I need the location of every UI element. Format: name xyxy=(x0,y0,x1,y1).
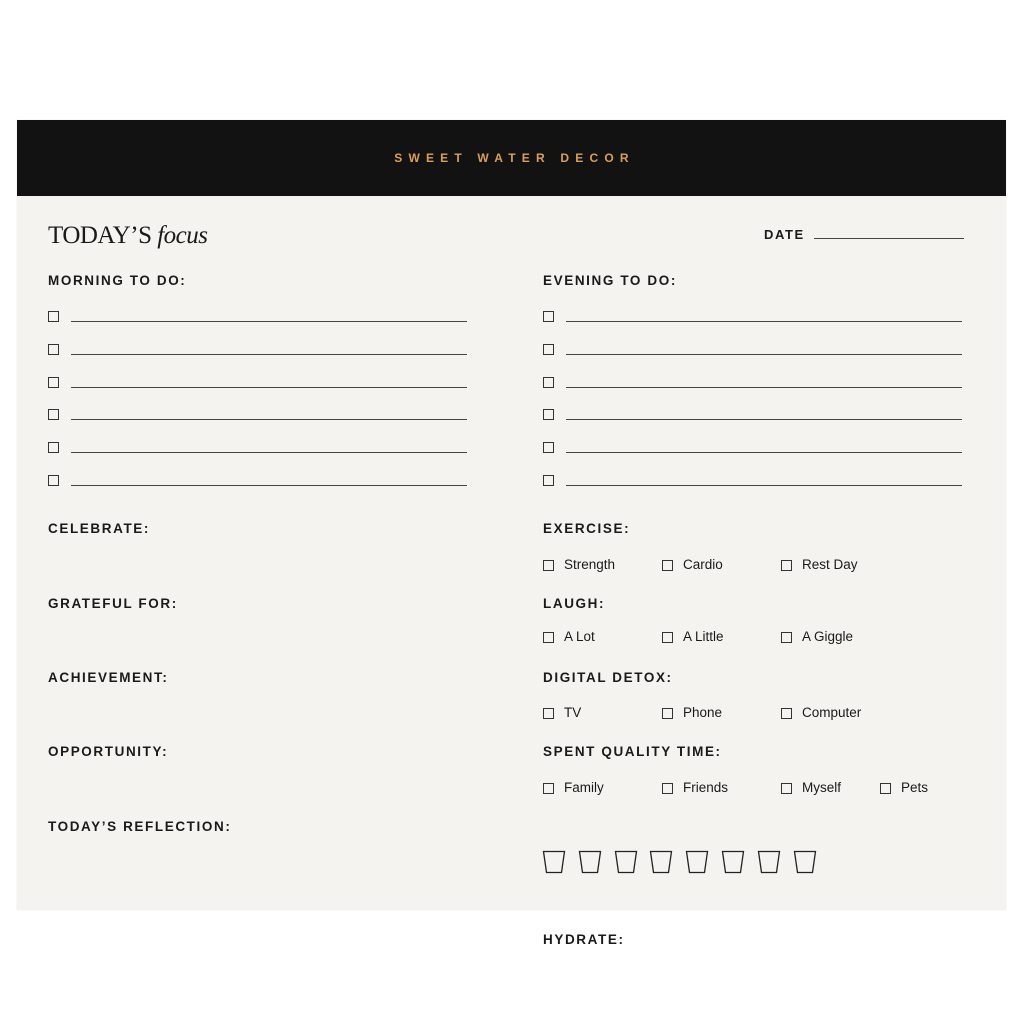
morning-label: MORNING TO DO: xyxy=(48,273,187,288)
water-cup-icon[interactable] xyxy=(721,850,745,874)
water-cup-icon[interactable] xyxy=(542,850,566,874)
section-label: OPPORTUNITY: xyxy=(48,744,169,759)
brand-name: SWEET WATER DECOR xyxy=(394,151,635,165)
morning-todo-checkbox[interactable] xyxy=(48,344,59,355)
section-label: ACHIEVEMENT: xyxy=(48,670,169,685)
water-cup-icon[interactable] xyxy=(685,850,709,874)
hydrate-label: HYDRATE: xyxy=(543,932,625,947)
option-checkbox[interactable] xyxy=(543,560,554,571)
evening-todo-line[interactable] xyxy=(566,354,962,355)
planner-sheet xyxy=(17,120,1006,947)
evening-todo-checkbox[interactable] xyxy=(543,311,554,322)
morning-todo-line[interactable] xyxy=(71,485,467,486)
morning-todo-checkbox[interactable] xyxy=(48,311,59,322)
option-checkbox[interactable] xyxy=(543,708,554,719)
date-label: DATE xyxy=(764,227,805,242)
option-checkbox[interactable] xyxy=(662,632,673,643)
option-label: TV xyxy=(564,705,582,720)
option-label: A Little xyxy=(683,629,724,644)
evening-todo-line[interactable] xyxy=(566,452,962,453)
section-label: LAUGH: xyxy=(543,596,606,611)
morning-todo-line[interactable] xyxy=(71,452,467,453)
morning-todo-checkbox[interactable] xyxy=(48,475,59,486)
evening-todo-line[interactable] xyxy=(566,485,962,486)
option-checkbox[interactable] xyxy=(781,560,792,571)
evening-label: EVENING TO DO: xyxy=(543,273,677,288)
option-label: Family xyxy=(564,780,604,795)
option-checkbox[interactable] xyxy=(880,783,891,794)
option-checkbox[interactable] xyxy=(543,632,554,643)
title-accent: focus xyxy=(157,222,208,249)
option-label: Phone xyxy=(683,705,723,720)
option-label: Friends xyxy=(683,780,729,795)
option-label: Rest Day xyxy=(802,557,858,572)
option-checkbox[interactable] xyxy=(781,708,792,719)
option-checkbox[interactable] xyxy=(662,783,673,794)
morning-todo-line[interactable] xyxy=(71,387,467,388)
evening-todo-line[interactable] xyxy=(566,321,962,322)
evening-todo-checkbox[interactable] xyxy=(543,344,554,355)
option-label: A Lot xyxy=(564,629,595,644)
water-cup-icon[interactable] xyxy=(614,850,638,874)
morning-todo-checkbox[interactable] xyxy=(48,409,59,420)
evening-todo-line[interactable] xyxy=(566,387,962,388)
section-label: DIGITAL DETOX: xyxy=(543,670,673,685)
water-cup-icon[interactable] xyxy=(757,850,781,874)
water-cup-icon[interactable] xyxy=(793,850,817,874)
morning-todo-line[interactable] xyxy=(71,354,467,355)
option-checkbox[interactable] xyxy=(662,708,673,719)
section-label: SPENT QUALITY TIME: xyxy=(543,744,722,759)
evening-todo-checkbox[interactable] xyxy=(543,409,554,420)
option-label: Strength xyxy=(564,557,616,572)
option-checkbox[interactable] xyxy=(781,632,792,643)
option-label: Pets xyxy=(901,780,929,795)
date-field[interactable] xyxy=(814,238,964,239)
section-label: TODAY’S REFLECTION: xyxy=(48,819,232,834)
evening-todo-checkbox[interactable] xyxy=(543,377,554,388)
brand-header xyxy=(17,120,1006,196)
option-checkbox[interactable] xyxy=(543,783,554,794)
option-checkbox[interactable] xyxy=(781,783,792,794)
morning-todo-line[interactable] xyxy=(71,321,467,322)
option-checkbox[interactable] xyxy=(662,560,673,571)
option-label: Myself xyxy=(802,780,842,795)
evening-todo-checkbox[interactable] xyxy=(543,475,554,486)
section-label: GRATEFUL FOR: xyxy=(48,596,178,611)
option-label: A Giggle xyxy=(802,629,854,644)
option-label: Cardio xyxy=(683,557,723,572)
morning-todo-line[interactable] xyxy=(71,419,467,420)
morning-todo-checkbox[interactable] xyxy=(48,377,59,388)
page-title xyxy=(48,222,208,250)
section-label: EXERCISE: xyxy=(543,521,631,536)
evening-todo-checkbox[interactable] xyxy=(543,442,554,453)
option-label: Computer xyxy=(802,705,862,720)
water-cup-icon[interactable] xyxy=(578,850,602,874)
water-cup-icon[interactable] xyxy=(649,850,673,874)
evening-todo-line[interactable] xyxy=(566,419,962,420)
title-main: TODAY’S xyxy=(48,222,152,249)
morning-todo-checkbox[interactable] xyxy=(48,442,59,453)
section-label: CELEBRATE: xyxy=(48,521,150,536)
